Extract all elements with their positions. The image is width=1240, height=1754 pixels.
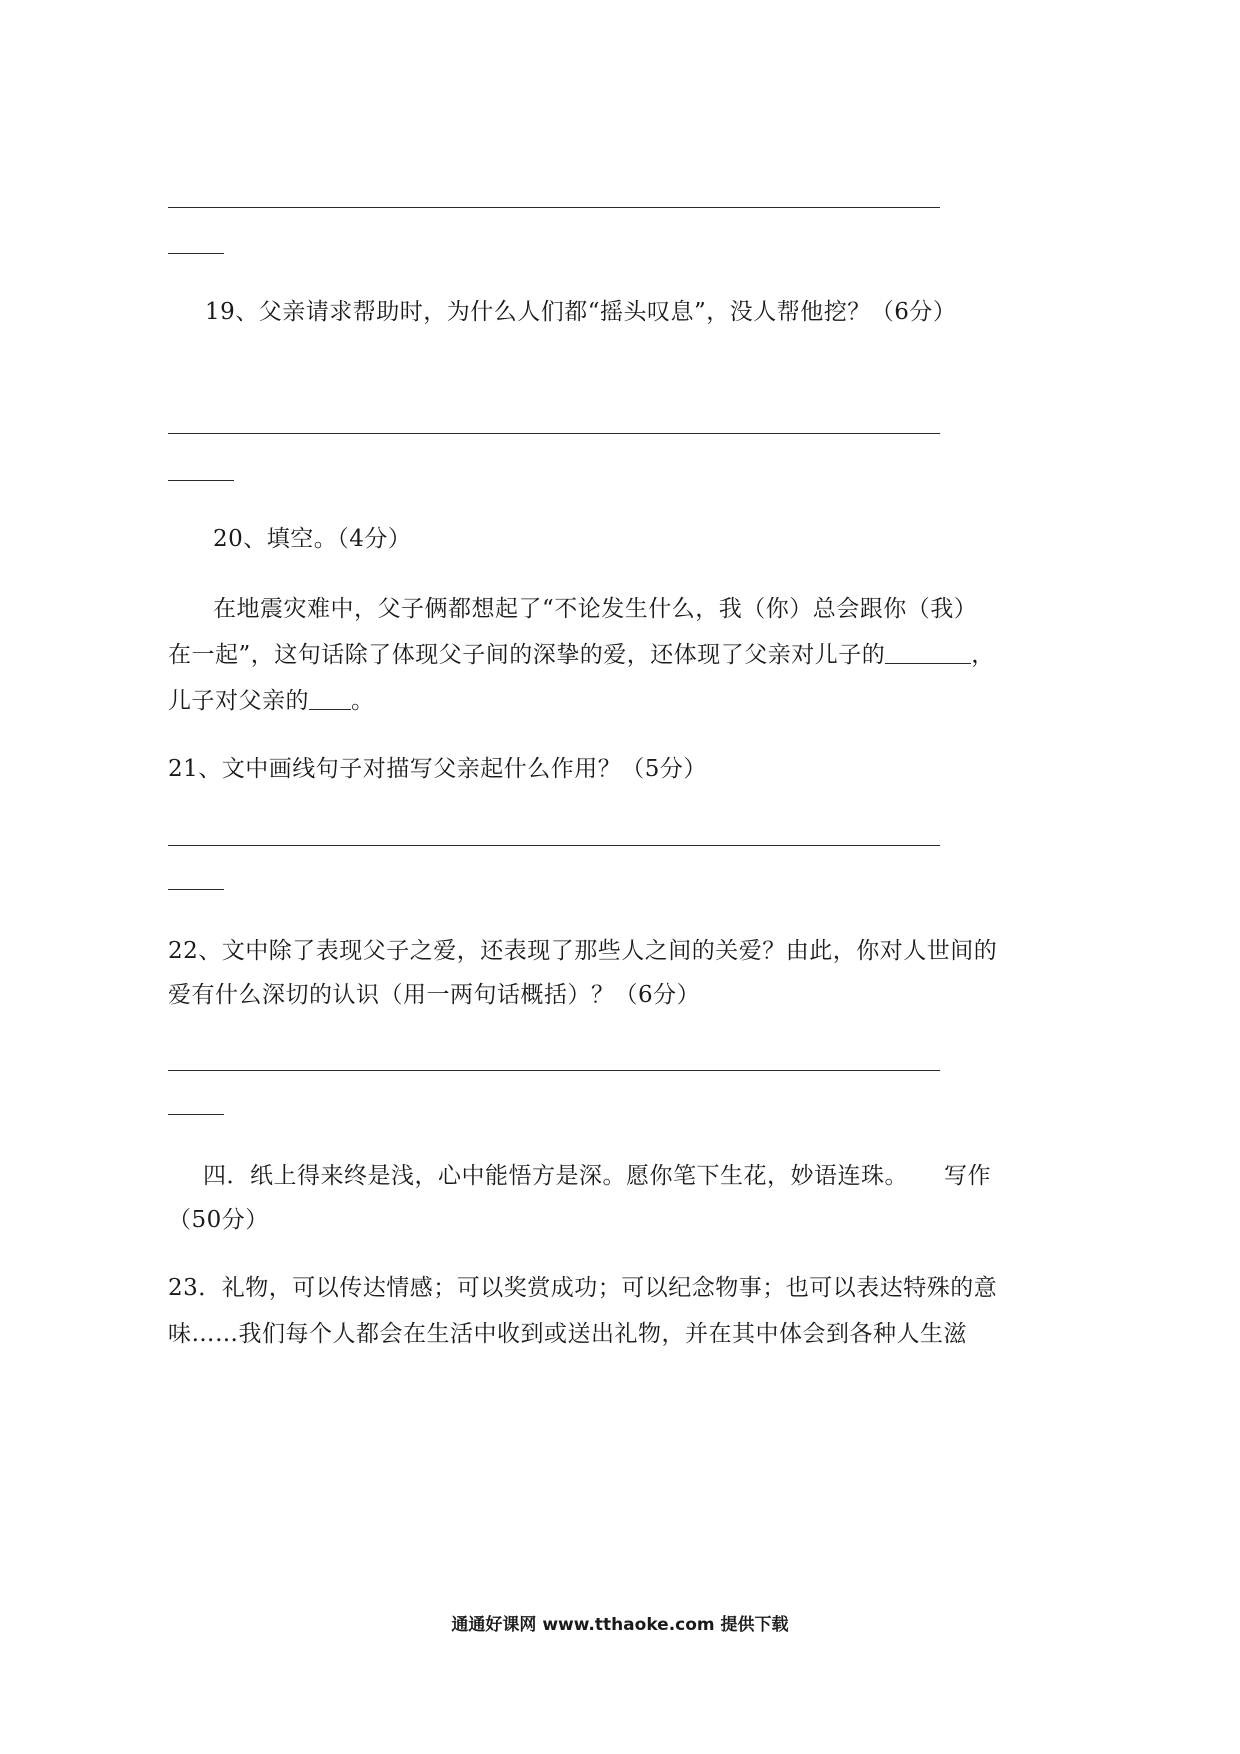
- answer-line: [168, 845, 940, 846]
- question-20-passage-line-2: [168, 640, 995, 670]
- page-footer: 通通好课网 www.tthaoke.com 提供下载: [451, 1615, 789, 1635]
- question-20-passage-line-1: 在地震灾难中，父子俩都想起了“不论发生什么，我（你）总会跟你（我）: [213, 596, 978, 622]
- section-4-title: 四．纸上得来终是浅，心中能悟方是深。愿你笔下生花，妙语连珠。: [203, 1163, 908, 1189]
- question-22-line-1: 22、文中除了表现父子之爱，还表现了那些人之间的关爱？由此，你对人世间的: [168, 938, 998, 964]
- answer-line: [168, 433, 940, 434]
- passage-punct: ，: [971, 642, 995, 668]
- question-23-line-2: 味……我们每个人都会在生活中收到或送出礼物，并在其中体会到各种人生滋: [168, 1321, 967, 1347]
- question-20: 20、填空。（4分）: [213, 526, 412, 552]
- section-4-heading: [203, 1161, 991, 1191]
- question-22-line-2: 爱有什么深切的认识（用一两句话概括）？（6分）: [168, 982, 701, 1008]
- passage-punct: 。: [351, 688, 375, 714]
- passage-text: 在一起”，这句话除了体现父子间的深挚的爱，还体现了父亲对儿子的: [168, 642, 886, 668]
- section-4-label: 写作: [944, 1163, 991, 1189]
- answer-line-short: [168, 480, 234, 481]
- passage-text: 儿子对父亲的: [168, 688, 309, 714]
- answer-line-short: [168, 889, 224, 890]
- question-23-line-1: 23．礼物，可以传达情感；可以奖赏成功；可以纪念物事；也可以表达特殊的意: [168, 1275, 998, 1301]
- fill-blank-1[interactable]: [885, 641, 971, 664]
- answer-line: [168, 1070, 940, 1071]
- question-20-passage-line-3: [168, 686, 375, 716]
- question-19: 19、父亲请求帮助时，为什么人们都“摇头叹息”，没人帮他挖？（6分）: [205, 299, 957, 325]
- question-21: 21、文中画线句子对描写父亲起什么作用？（5分）: [168, 756, 707, 782]
- fill-blank-2[interactable]: [309, 687, 351, 710]
- answer-line-short: [168, 253, 224, 254]
- answer-line-short: [168, 1114, 224, 1115]
- answer-line: [168, 207, 940, 208]
- section-4-points: （50分）: [168, 1207, 269, 1233]
